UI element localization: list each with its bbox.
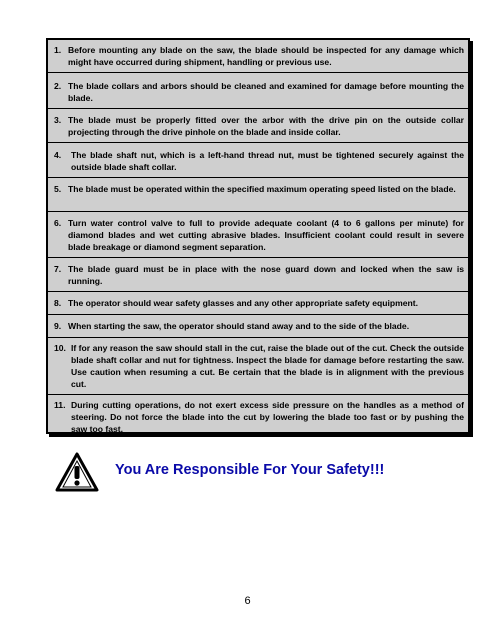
safety-rules-list: [48, 40, 468, 432]
rule-text: The blade must be operated within the specified maximum operating speed listed on the blade.: [68, 184, 456, 194]
page-number: 6: [244, 595, 251, 607]
divider: [48, 211, 468, 212]
rule-text: Before mounting any blade on the saw, the blade should be inspected for any damage which might have occurred during shipment, handling or previous use.: [68, 45, 464, 67]
list-item: [54, 320, 464, 332]
divider: [48, 337, 468, 338]
safety-rules-box: [46, 38, 470, 434]
rule-number: 11.: [54, 400, 66, 410]
list-item: [54, 149, 464, 173]
rule-text: The blade guard must be in place with the nose guard down and locked when the saw is running.: [68, 264, 464, 286]
rule-text: The blade collars and arbors should be cleaned and examined for damage before mounting the blade.: [68, 81, 464, 103]
rule-text: If for any reason the saw should stall in the cut, raise the blade out of the cut. Check the outside blade shaft collar and nut for tightness. Inspect the blade for damage before restarting the saw. Use caution when resuming a cut. Be certain that the blade is in alignment with the previous cut.: [71, 343, 464, 389]
list-item: [54, 114, 464, 138]
divider: [48, 72, 468, 73]
divider: [48, 257, 468, 258]
rule-text: The blade shaft nut, which is a left-hand thread nut, must be tightened securely against the outside blade shaft collar.: [71, 150, 464, 172]
divider: [48, 142, 468, 143]
divider: [48, 394, 468, 395]
rule-number: 3.: [54, 115, 62, 125]
rule-text: Turn water control valve to full to provide adequate coolant (4 to 6 gallons per minute) for diamond blades and wet cutting abrasive blades. Insufficient coolant could result in severe blade breakage or diamond segment separation.: [68, 218, 464, 252]
rule-number: 5.: [54, 184, 62, 194]
list-item: [54, 297, 464, 309]
rule-text: When starting the saw, the operator should stand away and to the side of the blade.: [68, 321, 410, 331]
safety-warning-text: You Are Responsible For Your Safety!!!: [115, 462, 385, 478]
list-item: [54, 44, 464, 68]
rule-number: 1.: [54, 45, 62, 55]
divider: [48, 177, 468, 178]
list-item: [54, 217, 464, 253]
list-item: [54, 342, 464, 390]
rule-number: 10.: [54, 343, 66, 353]
list-item: [54, 80, 464, 104]
list-item: [54, 183, 464, 195]
list-item: [54, 399, 464, 435]
divider: [48, 108, 468, 109]
divider: [48, 291, 468, 292]
safety-warning: [55, 452, 475, 502]
rule-text: The operator should wear safety glasses and any other appropriate safety equipment.: [68, 298, 419, 308]
rule-text: The blade must be properly fitted over the arbor with the drive pin on the outside collar projecting through the drive pinhole on the blade and inside collar.: [68, 115, 464, 137]
rule-number: 2.: [54, 81, 62, 91]
rule-text: During cutting operations, do not exert excess side pressure on the handles as a method of steering. Do not force the blade into the cut by lowering the blade too fast or by pushing the saw too fast.: [71, 400, 464, 434]
rule-number: 4.: [54, 150, 62, 160]
rule-number: 8.: [54, 298, 62, 308]
divider: [48, 314, 468, 315]
rule-number: 7.: [54, 264, 62, 274]
warning-triangle-icon: [55, 452, 99, 492]
rule-number: 6.: [54, 218, 62, 228]
list-item: [54, 263, 464, 287]
rule-number: 9.: [54, 321, 62, 331]
